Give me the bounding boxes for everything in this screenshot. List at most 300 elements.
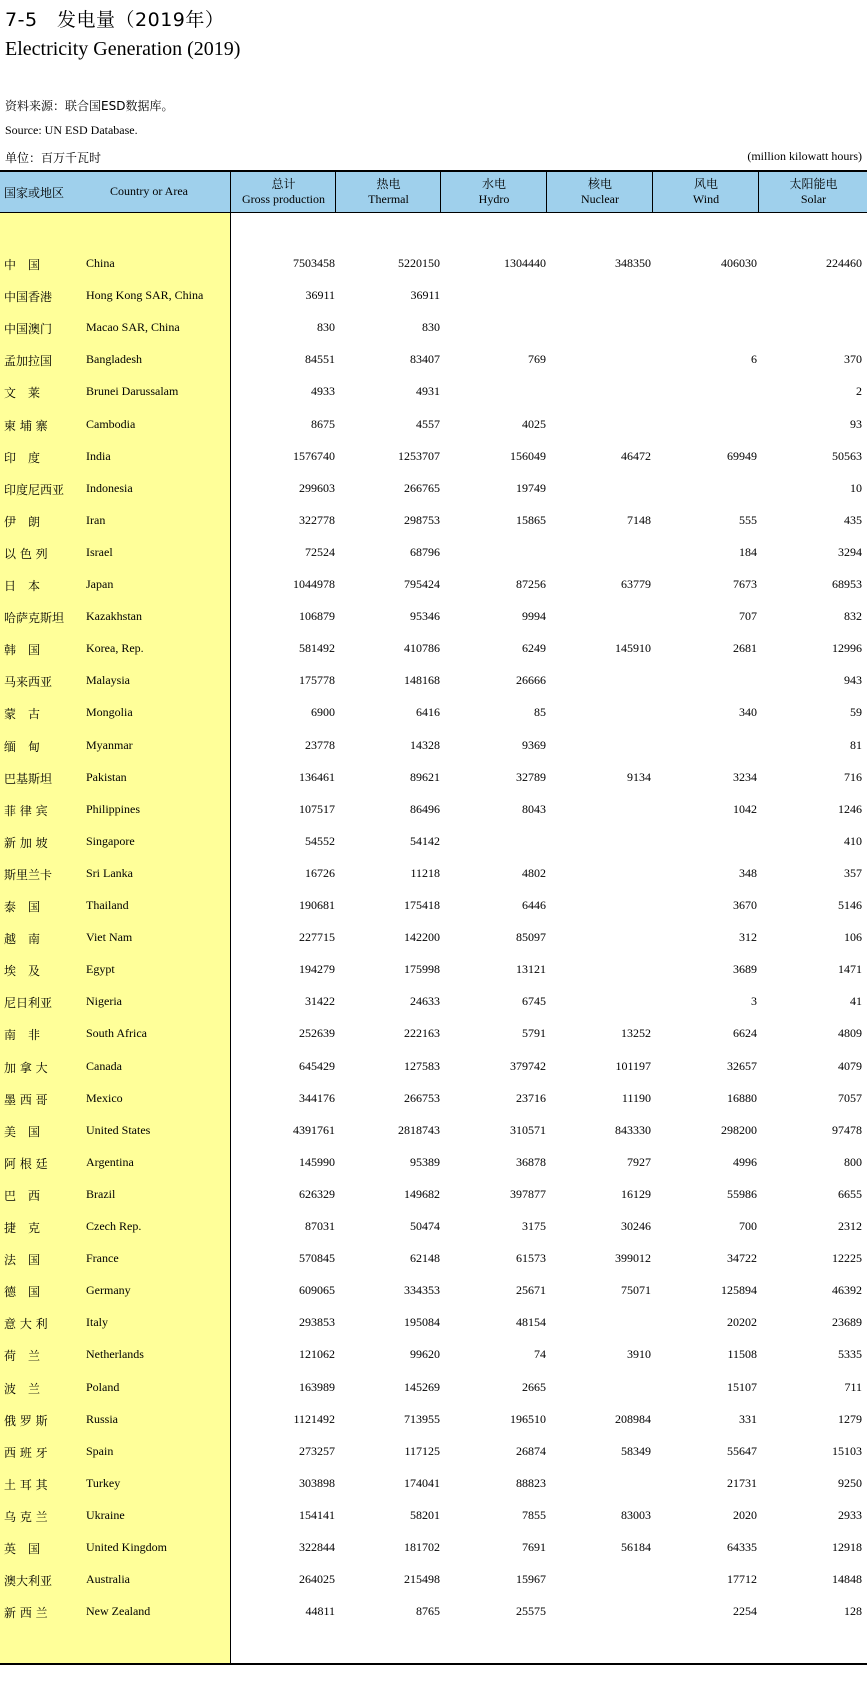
country-name-en: Thailand [86,898,129,912]
country-name-en: Malaysia [86,673,130,688]
cell-nuclear: 399012 [615,1251,651,1266]
cell-solar: 716 [844,769,862,784]
country-name-cn: 加 拿 大 [4,1060,48,1075]
country-name-cn: 菲 律 宾 [4,803,48,818]
cell-wind: 406030 [721,256,757,270]
cell-solar: 50563 [832,448,862,463]
cell-thermal: 830 [422,320,440,335]
header-solar-en: Solar [800,192,827,206]
country-name-cn: 法 国 [4,1253,41,1268]
cell-solar: 9250 [838,1475,862,1490]
cell-wind: 125894 [721,1283,757,1298]
cell-thermal: 142200 [404,930,440,945]
header-gross-production-en: Gross production [242,192,325,206]
cell-solar: 59 [850,705,862,720]
cell-wind: 21731 [727,1475,757,1490]
cell-solar: 93 [850,416,862,431]
cell-hydro: 8043 [522,801,546,816]
country-name-en: Germany [86,1283,131,1298]
country-name-cn: 日 本 [4,579,41,593]
country-name-en: Brunei Darussalam [86,384,179,399]
country-name-en: France [86,1251,119,1266]
cell-wind: 2020 [733,1507,757,1522]
table-row [0,472,867,504]
table-row [0,1338,867,1370]
cell-gross-production: 7503458 [293,256,335,270]
table-row [0,1146,867,1178]
country-name-cn: 荷 兰 [4,1349,41,1364]
cell-gross-production: 1044978 [293,577,335,591]
country-name-cn: 波 兰 [4,1381,41,1396]
cell-thermal: 215498 [404,1572,440,1587]
cell-thermal: 181702 [404,1540,440,1554]
cell-thermal: 86496 [410,801,440,816]
cell-wind: 4996 [733,1154,757,1169]
unit-note-en: (million kilowatt hours) [747,149,862,163]
cell-solar: 97478 [832,1122,862,1137]
country-name-en: Canada [86,1058,122,1073]
cell-solar: 435 [844,512,862,527]
cell-nuclear: 30246 [621,1219,651,1233]
header-thermal [335,172,441,212]
country-name-cn: 墨 西 哥 [4,1092,48,1107]
country-name-cn: 越 南 [4,932,41,947]
cell-thermal: 298753 [404,512,440,527]
country-name-en: South Africa [86,1026,147,1041]
cell-gross-production: 252639 [299,1026,335,1041]
table-row [0,536,867,568]
country-name-cn: 巴 西 [4,1188,41,1203]
cell-hydro: 74 [534,1347,546,1362]
country-name-en: Japan [86,577,114,591]
table-row [0,825,867,857]
cell-thermal: 334353 [404,1283,440,1298]
cell-gross-production: 163989 [299,1379,335,1394]
table-header-row [0,172,867,213]
header-hydro-cn: 水电 [481,177,506,191]
country-name-cn: 蒙 古 [4,707,41,722]
cell-wind: 312 [739,930,757,945]
cell-wind: 17712 [727,1572,757,1587]
cell-hydro: 4802 [522,865,546,880]
cell-wind: 11508 [727,1347,757,1362]
cell-hydro: 7855 [522,1507,546,1522]
cell-solar: 15103 [832,1443,862,1458]
cell-solar: 832 [844,609,862,624]
cell-solar: 106 [844,930,862,945]
cell-thermal: 266765 [404,480,440,495]
cell-solar: 128 [844,1604,862,1619]
country-name-en: Poland [86,1379,120,1394]
country-name-cn: 新 加 坡 [4,835,48,850]
header-country-en: Country or Area [110,184,188,198]
cell-hydro: 26874 [516,1443,546,1458]
cell-hydro: 7691 [522,1540,546,1554]
cell-nuclear: 3910 [627,1347,651,1362]
cell-thermal: 99620 [410,1347,440,1362]
cell-wind: 2254 [733,1604,757,1619]
cell-gross-production: 72524 [305,544,335,559]
cell-gross-production: 645429 [299,1058,335,1073]
country-name-cn: 巴基斯坦 [4,771,53,786]
cell-thermal: 14328 [410,737,440,752]
header-gross-production [230,172,336,212]
country-name-en: Mexico [86,1090,123,1105]
cell-wind: 3670 [733,898,757,912]
country-name-en: India [86,448,111,463]
cell-gross-production: 6900 [311,705,335,720]
country-name-cn: 俄 罗 斯 [4,1413,48,1428]
header-solar [758,172,867,212]
cell-hydro: 196510 [510,1411,546,1426]
cell-gross-production: 4391761 [293,1122,335,1137]
cell-thermal: 195084 [404,1315,440,1330]
header-thermal-en: Thermal [368,192,409,206]
country-name-en: United States [86,1122,151,1137]
cell-thermal: 145269 [404,1379,440,1394]
table-row [0,696,867,728]
cell-solar: 2 [856,384,862,399]
cell-hydro: 6446 [522,898,546,912]
header-nuclear [546,172,653,212]
cell-thermal: 89621 [410,769,440,784]
country-name-en: Brazil [86,1186,116,1201]
cell-hydro: 13121 [516,962,546,977]
table-row [0,375,867,407]
cell-hydro: 19749 [516,480,546,495]
table-row [0,504,867,536]
cell-hydro: 25575 [516,1604,546,1619]
cell-nuclear: 13252 [621,1026,651,1041]
cell-solar: 1246 [838,801,862,816]
country-name-cn: 阿 根 廷 [4,1156,48,1171]
country-name-cn: 尼日利亚 [4,996,53,1011]
cell-solar: 224460 [826,256,862,270]
cell-thermal: 713955 [404,1411,440,1426]
country-name-cn: 泰 国 [4,900,41,914]
country-name-cn: 南 非 [4,1028,41,1043]
header-nuclear-en: Nuclear [581,192,619,206]
source-note-en: Source: UN ESD Database. [5,123,138,137]
country-name-cn: 意 大 利 [4,1317,48,1332]
country-name-en: Macao SAR, China [86,320,180,335]
cell-nuclear: 101197 [615,1058,651,1073]
cell-thermal: 2818743 [398,1122,440,1137]
unit-note-cn: 单位：百万千瓦时 [5,151,102,165]
cell-wind: 6624 [733,1026,757,1041]
cell-thermal: 68796 [410,544,440,559]
table-row [0,1242,867,1274]
table-row [0,632,867,664]
country-name-cn: 柬 埔 寨 [4,418,48,433]
cell-wind: 340 [739,705,757,720]
cell-hydro: 88823 [516,1475,546,1490]
cell-hydro: 9369 [522,737,546,752]
cell-solar: 12225 [832,1251,862,1266]
table-row [0,729,867,761]
cell-wind: 16880 [727,1090,757,1105]
cell-solar: 23689 [832,1315,862,1330]
cell-gross-production: 36911 [305,288,335,303]
country-name-cn: 印 度 [4,450,41,465]
table-row [0,1017,867,1049]
country-name-cn: 孟加拉国 [4,354,53,369]
cell-gross-production: 145990 [299,1154,335,1169]
country-name-cn: 文 莱 [4,386,41,401]
cell-gross-production: 84551 [305,352,335,367]
cell-solar: 3294 [838,544,862,559]
cell-thermal: 58201 [410,1507,440,1522]
cell-gross-production: 322844 [299,1540,335,1554]
cell-nuclear: 7927 [627,1154,651,1169]
cell-solar: 4079 [838,1058,862,1073]
cell-wind: 55986 [727,1186,757,1201]
cell-solar: 6655 [838,1186,862,1201]
country-name-en: Turkey [86,1475,121,1490]
cell-thermal: 4557 [416,416,440,431]
cell-solar: 2933 [838,1507,862,1522]
country-name-en: Singapore [86,833,135,848]
table-row [0,761,867,793]
cell-thermal: 83407 [410,352,440,367]
cell-solar: 14848 [832,1572,862,1587]
country-name-en: United Kingdom [86,1540,167,1554]
cell-thermal: 149682 [404,1186,440,1201]
cell-hydro: 156049 [510,448,546,463]
cell-thermal: 148168 [404,673,440,688]
country-name-cn: 乌 克 兰 [4,1509,48,1524]
cell-hydro: 4025 [522,416,546,431]
cell-hydro: 5791 [522,1026,546,1041]
table-row [0,1114,867,1146]
cell-hydro: 15865 [516,512,546,527]
cell-nuclear: 208984 [615,1411,651,1426]
cell-solar: 5146 [838,898,862,912]
cell-wind: 555 [739,512,757,527]
cell-gross-production: 626329 [299,1186,335,1201]
cell-solar: 4809 [838,1026,862,1041]
header-thermal-cn: 热电 [376,177,401,191]
cell-gross-production: 121062 [299,1347,335,1362]
table-row [0,1178,867,1210]
cell-wind: 707 [739,609,757,624]
cell-gross-production: 106879 [299,609,335,624]
cell-wind: 7673 [733,577,757,591]
country-name-cn: 马来西亚 [4,675,53,690]
cell-hydro: 48154 [516,1315,546,1330]
cell-nuclear: 16129 [621,1186,651,1201]
cell-wind: 2681 [733,641,757,656]
cell-nuclear: 145910 [615,641,651,656]
table-row [0,1210,867,1242]
cell-solar: 1471 [838,962,862,977]
table-row [0,921,867,953]
table-row [0,1274,867,1306]
cell-nuclear: 58349 [621,1443,651,1458]
header-wind [652,172,759,212]
cell-gross-production: 107517 [299,801,335,816]
cell-wind: 32657 [727,1058,757,1073]
cell-hydro: 32789 [516,769,546,784]
table-row [0,247,867,279]
cell-thermal: 5220150 [398,256,440,270]
cell-hydro: 379742 [510,1058,546,1073]
table-row [0,1467,867,1499]
country-name-cn: 西 班 牙 [4,1445,48,1460]
country-name-cn: 德 国 [4,1285,41,1300]
cell-gross-production: 23778 [305,737,335,752]
country-name-en: Bangladesh [86,352,142,367]
header-hydro-en: Hydro [478,192,510,206]
cell-gross-production: 264025 [299,1572,335,1587]
cell-hydro: 85 [534,705,546,720]
cell-thermal: 6416 [416,705,440,720]
country-name-en: Philippines [86,801,141,816]
cell-gross-production: 830 [317,320,335,335]
cell-thermal: 175998 [404,962,440,977]
table-row [0,953,867,985]
cell-solar: 12996 [832,641,862,656]
country-name-cn: 印度尼西亚 [4,482,65,497]
cell-nuclear: 348350 [615,256,651,270]
country-name-en: China [86,256,115,270]
cell-solar: 1279 [838,1411,862,1426]
cell-gross-production: 1121492 [293,1411,335,1426]
cell-gross-production: 609065 [299,1283,335,1298]
cell-hydro: 87256 [516,577,546,591]
table-row [0,1306,867,1338]
cell-gross-production: 54552 [305,833,335,848]
cell-gross-production: 273257 [299,1443,335,1458]
country-name-en: Iran [86,512,106,527]
cell-thermal: 95346 [410,609,440,624]
cell-gross-production: 322778 [299,512,335,527]
country-name-cn: 中 国 [4,258,41,272]
country-name-en: Czech Rep. [86,1219,142,1233]
table-row [0,985,867,1017]
table-row [0,793,867,825]
country-name-cn: 哈萨克斯坦 [4,611,65,626]
table-row [0,1403,867,1435]
source-note-cn: 资料来源：联合国ESD数据库。 [5,99,174,113]
country-name-cn: 缅 甸 [4,739,41,754]
cell-thermal: 117125 [404,1443,440,1458]
cell-solar: 81 [850,737,862,752]
country-name-cn: 以 色 列 [4,546,48,561]
country-name-en: Cambodia [86,416,136,431]
cell-nuclear: 56184 [621,1540,651,1554]
cell-gross-production: 31422 [305,994,335,1009]
table-row [0,1371,867,1403]
cell-gross-production: 4933 [311,384,335,399]
cell-wind: 15107 [727,1379,757,1394]
cell-hydro: 6745 [522,994,546,1009]
cell-hydro: 36878 [516,1154,546,1169]
country-name-cn: 伊 朗 [4,514,41,529]
cell-thermal: 95389 [410,1154,440,1169]
table-row [0,1499,867,1531]
country-name-cn: 土 耳 其 [4,1477,48,1492]
table-row [0,279,867,311]
cell-hydro: 9994 [522,609,546,624]
country-name-en: Mongolia [86,705,133,720]
table-title-en: Electricity Generation (2019) [5,38,241,60]
country-name-en: Nigeria [86,994,122,1009]
cell-nuclear: 75071 [621,1283,651,1298]
cell-thermal: 174041 [404,1475,440,1490]
cell-solar: 46392 [832,1283,862,1298]
cell-hydro: 2665 [522,1379,546,1394]
cell-gross-production: 190681 [299,898,335,912]
cell-wind: 34722 [727,1251,757,1266]
cell-hydro: 61573 [516,1251,546,1266]
cell-thermal: 8765 [416,1604,440,1619]
cell-wind: 184 [739,544,757,559]
cell-wind: 3234 [733,769,757,784]
cell-solar: 357 [844,865,862,880]
country-name-cn: 捷 克 [4,1221,41,1235]
header-gross-production-cn: 总计 [271,177,296,191]
cell-solar: 800 [844,1154,862,1169]
cell-gross-production: 44811 [305,1604,335,1619]
cell-thermal: 62148 [410,1251,440,1266]
cell-solar: 2312 [838,1219,862,1233]
cell-thermal: 54142 [410,833,440,848]
cell-thermal: 24633 [410,994,440,1009]
cell-wind: 298200 [721,1122,757,1137]
table-row [0,889,867,921]
cell-hydro: 310571 [510,1122,546,1137]
table-bottom-rule [0,1663,867,1665]
cell-wind: 20202 [727,1315,757,1330]
header-wind-cn: 风电 [693,177,718,191]
cell-hydro: 6249 [522,641,546,656]
header-wind-en: Wind [692,192,720,206]
cell-wind: 55647 [727,1443,757,1458]
table-row [0,408,867,440]
cell-hydro: 85097 [516,930,546,945]
country-name-en: Indonesia [86,480,133,495]
cell-thermal: 11218 [410,865,440,880]
country-name-cn: 埃 及 [4,964,41,979]
country-name-en: Viet Nam [86,930,133,945]
cell-gross-production: 87031 [305,1219,335,1233]
cell-thermal: 50474 [410,1219,440,1233]
table-row [0,857,867,889]
cell-solar: 370 [844,352,862,367]
cell-wind: 6 [751,352,757,367]
cell-wind: 1042 [733,801,757,816]
cell-thermal: 127583 [404,1058,440,1073]
country-name-cn: 美 国 [4,1124,41,1139]
country-name-en: New Zealand [86,1604,151,1619]
cell-wind: 3689 [733,962,757,977]
cell-thermal: 175418 [404,898,440,912]
country-name-en: Italy [86,1315,108,1330]
cell-gross-production: 8675 [311,416,335,431]
cell-gross-production: 303898 [299,1475,335,1490]
cell-nuclear: 46472 [621,448,651,463]
table-row [0,568,867,600]
table-row [0,1435,867,1467]
cell-wind: 348 [739,865,757,880]
header-country-cn: 国家或地区 [4,186,65,200]
cell-wind: 3 [751,994,757,1009]
cell-solar: 41 [850,994,862,1009]
country-name-cn: 韩 国 [4,643,41,658]
cell-wind: 331 [739,1411,757,1426]
cell-thermal: 1253707 [398,448,440,463]
